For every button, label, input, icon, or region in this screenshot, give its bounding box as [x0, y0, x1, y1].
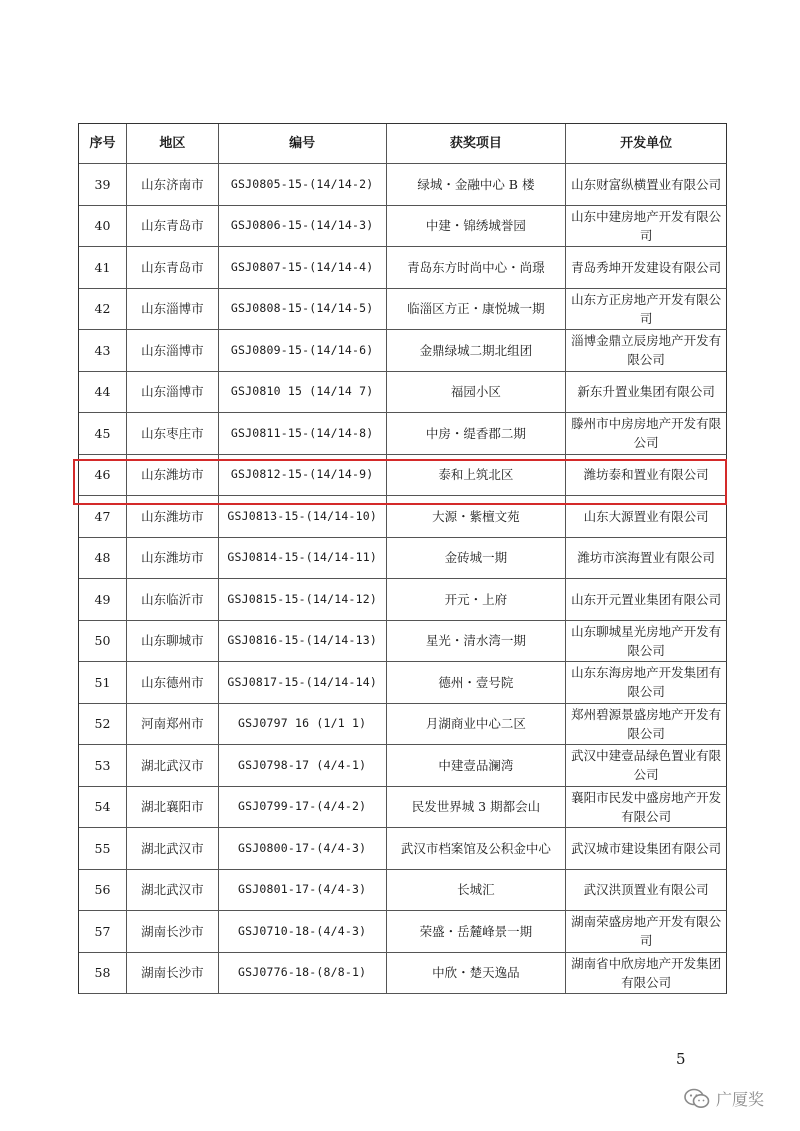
row-region: 山东青岛市	[127, 247, 219, 289]
row-seq: 52	[79, 704, 127, 746]
row-code: GSJ0811-15-(14/14-8)	[219, 413, 387, 455]
row-project: 大源・紫檀文苑	[387, 496, 567, 538]
row-code: GSJ0813-15-(14/14-10)	[219, 496, 387, 538]
row-code: GSJ0809-15-(14/14-6)	[219, 330, 387, 372]
row-code: GSJ0815-15-(14/14-12)	[219, 579, 387, 621]
row-seq: 48	[79, 538, 127, 580]
row-seq: 42	[79, 289, 127, 331]
row-developer: 山东大源置业有限公司	[566, 496, 727, 538]
row-project: 绿城・金融中心 B 楼	[387, 164, 567, 206]
row-developer: 山东中建房地产开发有限公司	[566, 206, 727, 248]
row-region: 山东潍坊市	[127, 496, 219, 538]
row-region: 湖北武汉市	[127, 828, 219, 870]
row-project: 中建壹品澜湾	[387, 745, 567, 787]
row-seq: 47	[79, 496, 127, 538]
wechat-icon	[684, 1088, 710, 1110]
table-row	[79, 496, 727, 538]
row-developer: 武汉洪顶置业有限公司	[566, 870, 727, 912]
header-seq: 序号	[79, 124, 127, 164]
row-project: 中欣・楚天逸品	[387, 953, 567, 995]
table-row	[79, 870, 727, 912]
row-region: 河南郑州市	[127, 704, 219, 746]
header-developer: 开发单位	[566, 124, 727, 164]
row-code: GSJ0812-15-(14/14-9)	[219, 455, 387, 497]
row-code: GSJ0814-15-(14/14-11)	[219, 538, 387, 580]
table-row	[79, 538, 727, 580]
row-seq: 40	[79, 206, 127, 248]
row-project: 泰和上筑北区	[387, 455, 567, 497]
row-developer: 湖南省中欣房地产开发集团有限公司	[566, 953, 727, 995]
row-seq: 39	[79, 164, 127, 206]
row-project: 中房・缇香郡二期	[387, 413, 567, 455]
row-region: 山东聊城市	[127, 621, 219, 663]
row-code: GSJ0808-15-(14/14-5)	[219, 289, 387, 331]
table-row	[79, 911, 727, 953]
row-region: 湖南长沙市	[127, 953, 219, 995]
row-developer: 山东聊城星光房地产开发有限公司	[566, 621, 727, 663]
row-developer: 湖南荣盛房地产开发有限公司	[566, 911, 727, 953]
row-project: 长城汇	[387, 870, 567, 912]
row-code: GSJ0806-15-(14/14-3)	[219, 206, 387, 248]
table-row	[79, 247, 727, 289]
row-project: 武汉市档案馆及公积金中心	[387, 828, 567, 870]
awards-table	[78, 123, 727, 994]
row-developer: 青岛秀坤开发建设有限公司	[566, 247, 727, 289]
row-project: 金砖城一期	[387, 538, 567, 580]
row-developer: 山东开元置业集团有限公司	[566, 579, 727, 621]
row-project: 民发世界城 3 期都会山	[387, 787, 567, 829]
row-code: GSJ0816-15-(14/14-13)	[219, 621, 387, 663]
row-seq: 45	[79, 413, 127, 455]
row-region: 湖北武汉市	[127, 870, 219, 912]
row-project: 月湖商业中心二区	[387, 704, 567, 746]
row-developer: 武汉中建壹品绿色置业有限公司	[566, 745, 727, 787]
table-row	[79, 745, 727, 787]
table-row	[79, 662, 727, 704]
table-row	[79, 206, 727, 248]
row-region: 湖南长沙市	[127, 911, 219, 953]
row-region: 山东德州市	[127, 662, 219, 704]
row-seq: 54	[79, 787, 127, 829]
row-region: 山东枣庄市	[127, 413, 219, 455]
row-code: GSJ0800-17-(4/4-3)	[219, 828, 387, 870]
row-seq: 44	[79, 372, 127, 414]
row-developer: 潍坊市滨海置业有限公司	[566, 538, 727, 580]
table-row	[79, 787, 727, 829]
table-row	[79, 953, 727, 995]
row-developer: 滕州市中房房地产开发有限公司	[566, 413, 727, 455]
row-developer: 潍坊泰和置业有限公司	[566, 455, 727, 497]
row-code: GSJ0797 16 (1/1 1)	[219, 704, 387, 746]
row-region: 山东济南市	[127, 164, 219, 206]
row-seq: 55	[79, 828, 127, 870]
row-project: 德州・壹号院	[387, 662, 567, 704]
row-project: 临淄区方正・康悦城一期	[387, 289, 567, 331]
row-code: GSJ0807-15-(14/14-4)	[219, 247, 387, 289]
row-region: 山东潍坊市	[127, 455, 219, 497]
table-row	[79, 413, 727, 455]
header-code: 编号	[219, 124, 387, 164]
row-project: 金鼎绿城二期北组团	[387, 330, 567, 372]
row-code: GSJ0710-18-(4/4-3)	[219, 911, 387, 953]
row-seq: 46	[79, 455, 127, 497]
table-row	[79, 330, 727, 372]
watermark-text: 广厦奖	[716, 1090, 765, 1109]
table-header-row	[79, 124, 727, 164]
row-project: 福园小区	[387, 372, 567, 414]
row-developer: 山东东海房地产开发集团有限公司	[566, 662, 727, 704]
table-row	[79, 704, 727, 746]
table-row	[79, 455, 727, 497]
table-row	[79, 828, 727, 870]
row-developer: 淄博金鼎立辰房地产开发有限公司	[566, 330, 727, 372]
watermark	[684, 1087, 764, 1110]
row-region: 山东淄博市	[127, 372, 219, 414]
row-seq: 43	[79, 330, 127, 372]
row-seq: 57	[79, 911, 127, 953]
row-seq: 53	[79, 745, 127, 787]
header-region: 地区	[127, 124, 219, 164]
row-region: 山东潍坊市	[127, 538, 219, 580]
row-region: 湖北武汉市	[127, 745, 219, 787]
row-seq: 41	[79, 247, 127, 289]
row-seq: 49	[79, 579, 127, 621]
row-project: 青岛东方时尚中心・尚璟	[387, 247, 567, 289]
row-code: GSJ0805-15-(14/14-2)	[219, 164, 387, 206]
row-code: GSJ0801-17-(4/4-3)	[219, 870, 387, 912]
row-developer: 襄阳市民发中盛房地产开发有限公司	[566, 787, 727, 829]
row-region: 山东淄博市	[127, 289, 219, 331]
table-row	[79, 289, 727, 331]
row-developer: 山东财富纵横置业有限公司	[566, 164, 727, 206]
row-code: GSJ0799-17-(4/4-2)	[219, 787, 387, 829]
table-row	[79, 164, 727, 206]
row-project: 中建・锦绣城誉园	[387, 206, 567, 248]
row-region: 山东淄博市	[127, 330, 219, 372]
row-project: 开元・上府	[387, 579, 567, 621]
row-developer: 武汉城市建设集团有限公司	[566, 828, 727, 870]
row-code: GSJ0810 15 (14/14 7)	[219, 372, 387, 414]
row-code: GSJ0817-15-(14/14-14)	[219, 662, 387, 704]
row-seq: 58	[79, 953, 127, 995]
row-code: GSJ0776-18-(8/8-1)	[219, 953, 387, 995]
table-row	[79, 579, 727, 621]
row-seq: 50	[79, 621, 127, 663]
header-project: 获奖项目	[387, 124, 567, 164]
row-seq: 56	[79, 870, 127, 912]
row-developer: 新东升置业集团有限公司	[566, 372, 727, 414]
row-region: 山东临沂市	[127, 579, 219, 621]
table-row	[79, 372, 727, 414]
row-developer: 郑州碧源景盛房地产开发有限公司	[566, 704, 727, 746]
page-number: 5	[676, 1050, 686, 1068]
row-project: 星光・清水湾一期	[387, 621, 567, 663]
table-row	[79, 621, 727, 663]
row-project: 荣盛・岳麓峰景一期	[387, 911, 567, 953]
row-code: GSJ0798-17 (4/4-1)	[219, 745, 387, 787]
row-seq: 51	[79, 662, 127, 704]
row-region: 湖北襄阳市	[127, 787, 219, 829]
table-body	[79, 164, 727, 994]
row-developer: 山东方正房地产开发有限公司	[566, 289, 727, 331]
row-region: 山东青岛市	[127, 206, 219, 248]
